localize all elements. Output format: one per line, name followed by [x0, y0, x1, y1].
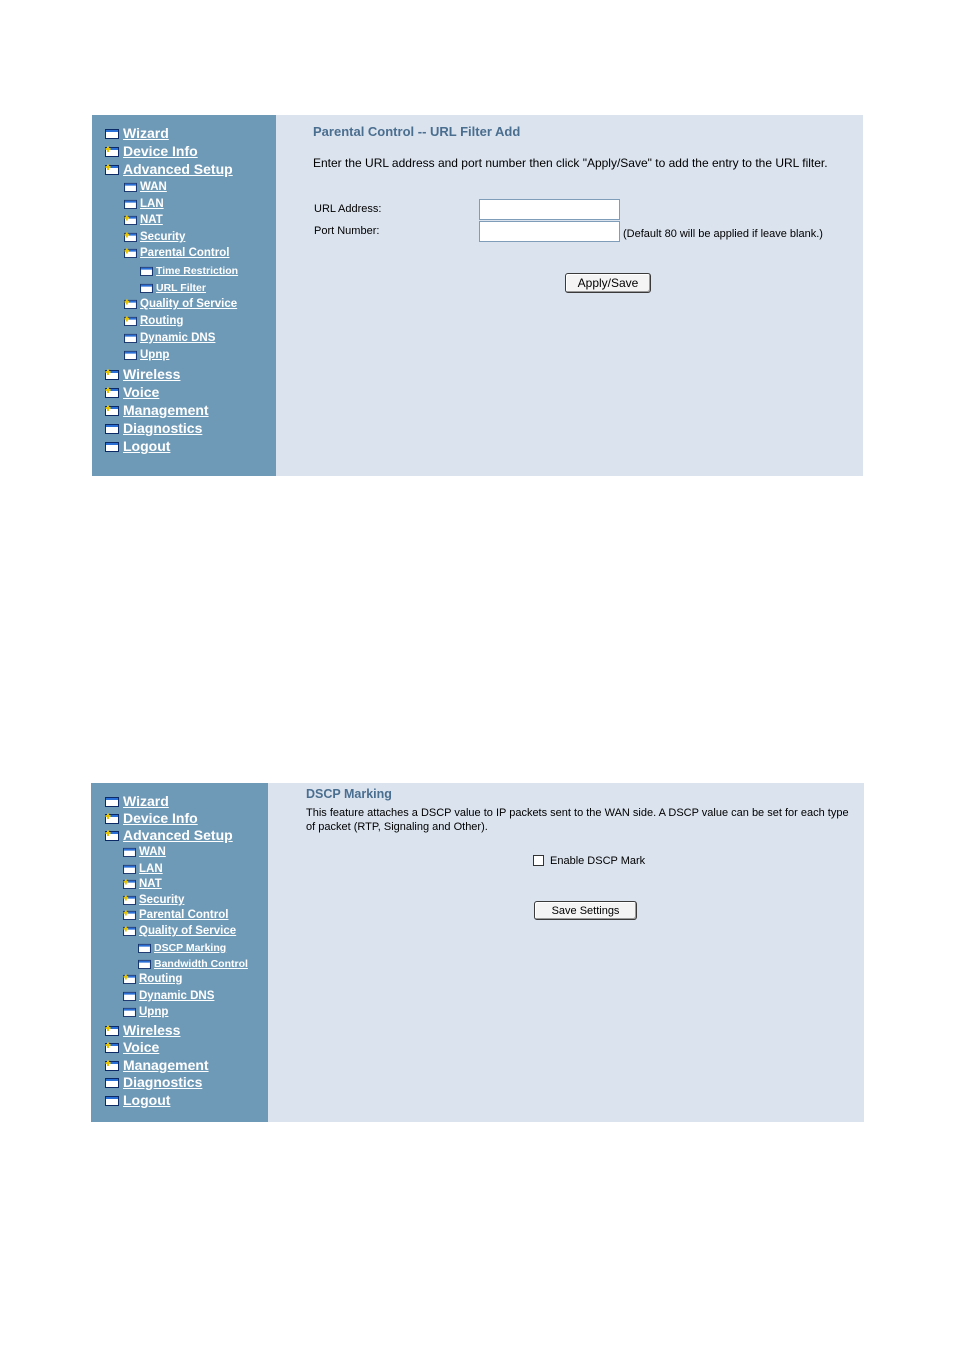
nav-item-advanced-setup[interactable] [105, 161, 233, 177]
url-address-label: URL Address: [314, 203, 382, 215]
nav-link-management[interactable]: Management [123, 402, 209, 418]
nav-link-wizard[interactable]: Wizard [123, 793, 169, 809]
dscp-marking-panel [91, 783, 864, 1122]
folder-open-icon [124, 232, 137, 242]
folder-open-icon [105, 405, 119, 416]
folder-open-icon [105, 1042, 119, 1053]
nav-item-wan[interactable] [123, 846, 166, 858]
nav-link-dynamic-dns[interactable]: Dynamic DNS [139, 990, 215, 1002]
nav-item-advanced-setup[interactable] [105, 827, 233, 843]
nav-link-voice[interactable]: Voice [123, 1039, 160, 1055]
port-number-input[interactable] [479, 221, 620, 242]
nav-item-upnp[interactable] [124, 349, 169, 361]
nav-link-logout[interactable]: Logout [123, 438, 171, 454]
nav-link-management[interactable]: Management [123, 1057, 209, 1073]
nav-item-device-info[interactable] [105, 143, 198, 159]
nav-item-wizard[interactable] [105, 793, 169, 809]
nav-link-device-info[interactable]: Device Info [123, 143, 198, 159]
nav-item-wan[interactable] [124, 181, 167, 193]
nav-item-lan[interactable] [124, 198, 164, 210]
nav-item-voice[interactable] [105, 384, 159, 400]
folder-icon [105, 1077, 119, 1088]
nav-link-quality-of-service[interactable]: Quality of Service [140, 298, 238, 310]
nav-item-management[interactable] [105, 1057, 209, 1073]
folder-open-icon [105, 369, 119, 380]
folder-open-icon [123, 910, 136, 920]
nav-link-wireless[interactable]: Wireless [123, 366, 181, 382]
folder-icon [123, 991, 136, 1001]
folder-open-icon [105, 1025, 119, 1036]
folder-icon [124, 350, 137, 360]
nav-link-parental-control[interactable]: Parental Control [139, 909, 229, 921]
nav-link-security[interactable]: Security [139, 894, 185, 906]
port-default-hint: (Default 80 will be applied if leave blank.) [623, 228, 823, 240]
folder-open-icon [123, 974, 136, 984]
folder-icon [123, 847, 136, 857]
nav-link-wan[interactable]: WAN [139, 846, 166, 858]
folder-open-icon [105, 387, 119, 398]
url-address-input[interactable] [479, 199, 620, 220]
folder-icon [105, 128, 119, 139]
nav-link-url-filter[interactable]: URL Filter [156, 282, 206, 294]
folder-open-icon [124, 248, 137, 258]
folder-icon [140, 283, 153, 293]
nav-item-parental-control[interactable] [124, 247, 229, 259]
nav-link-device-info[interactable]: Device Info [123, 810, 198, 826]
main-content [276, 115, 863, 476]
nav-link-security[interactable]: Security [140, 231, 186, 243]
sidebar [92, 115, 276, 476]
folder-icon [105, 423, 119, 434]
nav-item-wireless[interactable] [105, 1022, 180, 1038]
nav-item-wireless[interactable] [105, 366, 180, 382]
folder-icon [124, 333, 137, 343]
folder-open-icon [105, 830, 119, 841]
folder-open-icon [105, 813, 119, 824]
nav-link-routing[interactable]: Routing [140, 315, 184, 327]
nav-link-nat[interactable]: NAT [140, 214, 163, 226]
nav-item-logout[interactable] [105, 1092, 170, 1108]
folder-open-icon [105, 164, 119, 175]
nav-item-time-restriction[interactable] [140, 265, 238, 277]
nav-item-management[interactable] [105, 402, 209, 418]
nav-link-parental-control[interactable]: Parental Control [140, 247, 230, 259]
nav-item-dscp-marking[interactable] [138, 942, 226, 954]
folder-open-icon [123, 926, 136, 936]
nav-item-quality-of-service[interactable] [123, 925, 236, 937]
nav-item-lan[interactable] [123, 863, 163, 875]
save-settings-button[interactable]: Save Settings [534, 901, 637, 920]
sidebar [91, 783, 268, 1122]
nav-link-dscp-marking[interactable]: DSCP Marking [154, 942, 227, 954]
folder-icon [123, 864, 136, 874]
instructions-text: Enter the URL address and port number then click "Apply/Save" to add the entry to the URL filter. [313, 156, 828, 170]
nav-link-routing[interactable]: Routing [139, 973, 183, 985]
apply-save-button[interactable]: Apply/Save [565, 273, 651, 293]
nav-link-voice[interactable]: Voice [123, 384, 160, 400]
nav-link-diagnostics[interactable]: Diagnostics [123, 420, 203, 436]
nav-link-wireless[interactable]: Wireless [123, 1022, 181, 1038]
folder-open-icon [123, 895, 136, 905]
nav-item-security[interactable] [123, 894, 184, 906]
nav-link-lan[interactable]: LAN [139, 863, 163, 875]
nav-item-diagnostics[interactable] [105, 1074, 202, 1090]
nav-item-dynamic-dns[interactable] [124, 332, 215, 344]
nav-item-device-info[interactable] [105, 810, 198, 826]
nav-item-upnp[interactable] [123, 1006, 168, 1018]
nav-link-time-restriction[interactable]: Time Restriction [156, 265, 239, 277]
folder-open-icon [123, 879, 136, 889]
nav-link-dynamic-dns[interactable]: Dynamic DNS [140, 332, 216, 344]
nav-link-quality-of-service[interactable]: Quality of Service [139, 925, 237, 937]
enable-dscp-checkbox[interactable] [533, 855, 544, 866]
nav-link-bandwidth-control[interactable]: Bandwidth Control [154, 958, 248, 970]
nav-link-upnp[interactable]: Upnp [140, 349, 170, 361]
folder-icon [105, 1095, 119, 1106]
nav-item-security[interactable] [124, 231, 185, 243]
nav-item-url-filter[interactable] [140, 282, 206, 294]
nav-link-nat[interactable]: NAT [139, 878, 162, 890]
nav-item-bandwidth-control[interactable] [138, 958, 248, 970]
url-filter-panel [92, 115, 863, 476]
folder-icon [138, 959, 151, 969]
nav-item-parental-control[interactable] [123, 909, 228, 921]
page-title: Parental Control -- URL Filter Add [313, 124, 521, 139]
folder-icon [140, 266, 153, 276]
nav-link-upnp[interactable]: Upnp [139, 1006, 169, 1018]
folder-icon [124, 182, 137, 192]
nav-item-voice[interactable] [105, 1039, 159, 1055]
nav-item-logout[interactable] [105, 438, 170, 454]
nav-item-routing[interactable] [123, 973, 182, 985]
nav-link-advanced-setup[interactable]: Advanced Setup [123, 161, 233, 177]
nav-item-routing[interactable] [124, 315, 183, 327]
nav-item-diagnostics[interactable] [105, 420, 202, 436]
nav-item-nat[interactable] [124, 214, 163, 226]
nav-link-advanced-setup[interactable]: Advanced Setup [123, 827, 233, 843]
folder-open-icon [124, 215, 137, 225]
nav-link-wan[interactable]: WAN [140, 181, 167, 193]
folder-open-icon [105, 1060, 119, 1071]
port-number-label: Port Number: [314, 225, 380, 237]
nav-item-wizard[interactable] [105, 125, 169, 141]
nav-item-dynamic-dns[interactable] [123, 990, 214, 1002]
folder-icon [124, 199, 137, 209]
description-text: This feature attaches a DSCP value to IP packets sent to the WAN side. A DSCP value can be set for each type of packet (RTP, Signaling and Other). [306, 807, 849, 833]
enable-dscp-label: Enable DSCP Mark [550, 855, 646, 867]
main-content [268, 783, 864, 1122]
folder-open-icon [124, 316, 137, 326]
page-title: DSCP Marking [306, 787, 392, 801]
nav-link-logout[interactable]: Logout [123, 1092, 171, 1108]
folder-icon [138, 943, 151, 953]
nav-item-quality-of-service[interactable] [124, 298, 237, 310]
folder-open-icon [105, 146, 119, 157]
folder-open-icon [124, 299, 137, 309]
folder-icon [105, 796, 119, 807]
folder-icon [105, 441, 119, 452]
nav-link-lan[interactable]: LAN [140, 198, 164, 210]
nav-link-diagnostics[interactable]: Diagnostics [123, 1074, 203, 1090]
nav-item-nat[interactable] [123, 878, 162, 890]
folder-icon [123, 1007, 136, 1017]
nav-link-wizard[interactable]: Wizard [123, 125, 169, 141]
